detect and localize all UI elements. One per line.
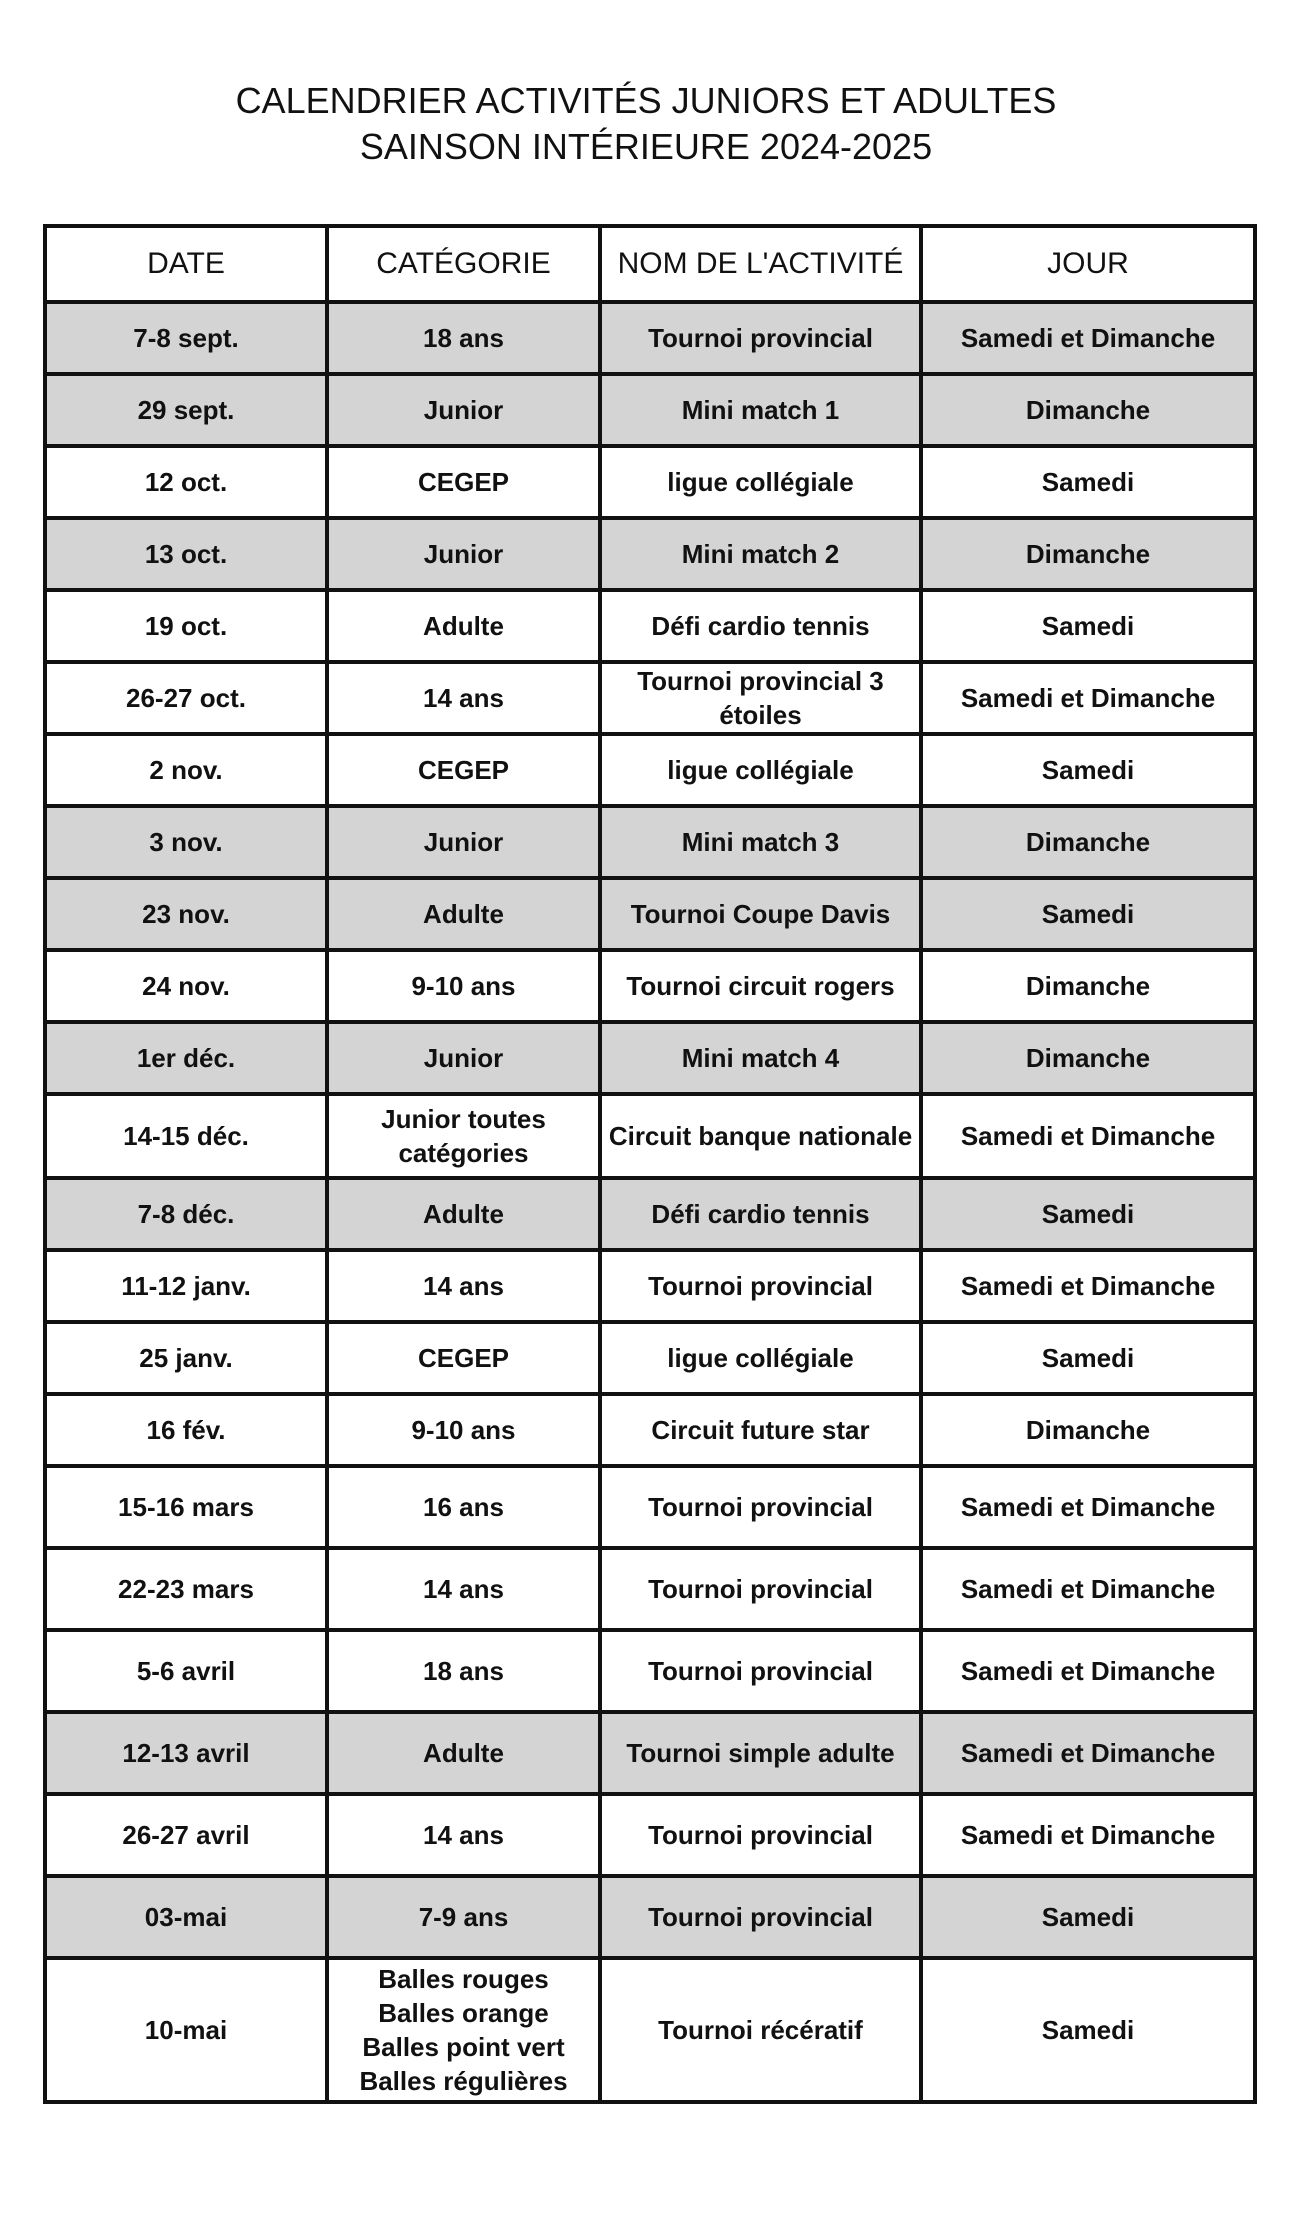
cell-day: Dimanche bbox=[921, 1394, 1255, 1466]
table-row bbox=[45, 1250, 1255, 1322]
cell-category: Junior bbox=[327, 806, 600, 878]
cell-category: Junior bbox=[327, 374, 600, 446]
cell-day: Dimanche bbox=[921, 806, 1255, 878]
cell-date: 7-8 déc. bbox=[45, 1178, 327, 1250]
cell-day: Samedi et Dimanche bbox=[921, 662, 1255, 734]
table-row bbox=[45, 1178, 1255, 1250]
cell-day: Samedi et Dimanche bbox=[921, 1712, 1255, 1794]
table-row bbox=[45, 446, 1255, 518]
category-line: Balles rouges bbox=[378, 1964, 549, 1994]
table-row bbox=[45, 1022, 1255, 1094]
cell-category bbox=[327, 1958, 600, 2102]
cell-day: Samedi bbox=[921, 590, 1255, 662]
cell-category: CEGEP bbox=[327, 734, 600, 806]
cell-date: 11-12 janv. bbox=[45, 1250, 327, 1322]
cell-date: 15-16 mars bbox=[45, 1466, 327, 1548]
cell-activity: Mini match 4 bbox=[600, 1022, 921, 1094]
cell-category: CEGEP bbox=[327, 1322, 600, 1394]
cell-day: Samedi et Dimanche bbox=[921, 1630, 1255, 1712]
cell-day: Samedi bbox=[921, 1322, 1255, 1394]
table-row bbox=[45, 1094, 1255, 1178]
table-row bbox=[45, 1876, 1255, 1958]
cell-activity: Défi cardio tennis bbox=[600, 590, 921, 662]
cell-activity: Mini match 1 bbox=[600, 374, 921, 446]
cell-day: Samedi bbox=[921, 446, 1255, 518]
cell-date: 22-23 mars bbox=[45, 1548, 327, 1630]
cell-date: 24 nov. bbox=[45, 950, 327, 1022]
cell-activity: Mini match 3 bbox=[600, 806, 921, 878]
cell-activity: Tournoi provincial bbox=[600, 302, 921, 374]
cell-activity: Tournoi provincial bbox=[600, 1876, 921, 1958]
category-line: Balles orange bbox=[378, 1998, 549, 2028]
cell-activity: Circuit future star bbox=[600, 1394, 921, 1466]
cell-category: 18 ans bbox=[327, 302, 600, 374]
cell-category: 14 ans bbox=[327, 1250, 600, 1322]
cell-date: 19 oct. bbox=[45, 590, 327, 662]
table-row bbox=[45, 1958, 1255, 2102]
cell-date: 23 nov. bbox=[45, 878, 327, 950]
cell-activity: Défi cardio tennis bbox=[600, 1178, 921, 1250]
table-row bbox=[45, 662, 1255, 734]
cell-activity: Tournoi circuit rogers bbox=[600, 950, 921, 1022]
cell-date: 1er déc. bbox=[45, 1022, 327, 1094]
cell-activity: Circuit banque nationale bbox=[600, 1094, 921, 1178]
table-row bbox=[45, 734, 1255, 806]
cell-activity: ligue collégiale bbox=[600, 734, 921, 806]
cell-date: 26-27 oct. bbox=[45, 662, 327, 734]
cell-day: Samedi bbox=[921, 878, 1255, 950]
cell-activity: Tournoi provincial bbox=[600, 1630, 921, 1712]
table-row bbox=[45, 590, 1255, 662]
cell-category: Junior bbox=[327, 1022, 600, 1094]
table-row bbox=[45, 1394, 1255, 1466]
cell-day: Samedi bbox=[921, 734, 1255, 806]
cell-day: Dimanche bbox=[921, 518, 1255, 590]
cell-activity: ligue collégiale bbox=[600, 1322, 921, 1394]
cell-date: 10-mai bbox=[45, 1958, 327, 2102]
cell-activity: Tournoi récératif bbox=[600, 1958, 921, 2102]
cell-day: Samedi et Dimanche bbox=[921, 1794, 1255, 1876]
cell-date: 7-8 sept. bbox=[45, 302, 327, 374]
cell-category: Adulte bbox=[327, 1712, 600, 1794]
cell-category: Adulte bbox=[327, 590, 600, 662]
cell-day: Dimanche bbox=[921, 1022, 1255, 1094]
cell-date: 03-mai bbox=[45, 1876, 327, 1958]
cell-date: 16 fév. bbox=[45, 1394, 327, 1466]
cell-activity: Tournoi provincial bbox=[600, 1794, 921, 1876]
cell-activity: Tournoi provincial 3 étoiles bbox=[600, 662, 921, 734]
table-body bbox=[45, 302, 1255, 2102]
cell-category: 9-10 ans bbox=[327, 1394, 600, 1466]
cell-day: Samedi bbox=[921, 1876, 1255, 1958]
table-row bbox=[45, 1712, 1255, 1794]
cell-date: 29 sept. bbox=[45, 374, 327, 446]
cell-date: 5-6 avril bbox=[45, 1630, 327, 1712]
cell-category: 18 ans bbox=[327, 1630, 600, 1712]
cell-category: Adulte bbox=[327, 878, 600, 950]
cell-activity: Tournoi provincial bbox=[600, 1548, 921, 1630]
cell-day: Samedi et Dimanche bbox=[921, 1466, 1255, 1548]
cell-activity: Tournoi simple adulte bbox=[600, 1712, 921, 1794]
document-title bbox=[0, 78, 1292, 170]
table-row bbox=[45, 1794, 1255, 1876]
cell-category: 16 ans bbox=[327, 1466, 600, 1548]
cell-activity: Tournoi provincial bbox=[600, 1250, 921, 1322]
cell-day: Dimanche bbox=[921, 374, 1255, 446]
table-row bbox=[45, 1548, 1255, 1630]
table-row bbox=[45, 950, 1255, 1022]
table-row bbox=[45, 878, 1255, 950]
table-row bbox=[45, 374, 1255, 446]
table-row bbox=[45, 1466, 1255, 1548]
cell-date: 14-15 déc. bbox=[45, 1094, 327, 1178]
table-row bbox=[45, 1630, 1255, 1712]
cell-date: 13 oct. bbox=[45, 518, 327, 590]
cell-category: 14 ans bbox=[327, 662, 600, 734]
cell-date: 3 nov. bbox=[45, 806, 327, 878]
cell-date: 2 nov. bbox=[45, 734, 327, 806]
cell-day: Samedi et Dimanche bbox=[921, 302, 1255, 374]
cell-date: 25 janv. bbox=[45, 1322, 327, 1394]
cell-activity: ligue collégiale bbox=[600, 446, 921, 518]
cell-category: 14 ans bbox=[327, 1548, 600, 1630]
table-row bbox=[45, 302, 1255, 374]
cell-category: CEGEP bbox=[327, 446, 600, 518]
cell-day: Samedi et Dimanche bbox=[921, 1548, 1255, 1630]
cell-category: 14 ans bbox=[327, 1794, 600, 1876]
cell-category: 7-9 ans bbox=[327, 1876, 600, 1958]
header-activity: NOM DE L'ACTIVITÉ bbox=[600, 226, 921, 302]
header-day: JOUR bbox=[921, 226, 1255, 302]
header-category: CATÉGORIE bbox=[327, 226, 600, 302]
cell-day: Samedi et Dimanche bbox=[921, 1250, 1255, 1322]
cell-day: Dimanche bbox=[921, 950, 1255, 1022]
table-row bbox=[45, 518, 1255, 590]
cell-activity: Tournoi provincial bbox=[600, 1466, 921, 1548]
title-line-2: SAINSON INTÉRIEURE 2024-2025 bbox=[359, 126, 933, 167]
category-line: Balles point vert bbox=[362, 2032, 565, 2062]
cell-date: 12 oct. bbox=[45, 446, 327, 518]
cell-category: Junior toutes catégories bbox=[327, 1094, 600, 1178]
category-line: Balles régulières bbox=[359, 2066, 568, 2096]
cell-day: Samedi bbox=[921, 1958, 1255, 2102]
cell-category: Adulte bbox=[327, 1178, 600, 1250]
table-header-row bbox=[45, 226, 1255, 302]
cell-day: Samedi et Dimanche bbox=[921, 1094, 1255, 1178]
cell-day: Samedi bbox=[921, 1178, 1255, 1250]
cell-category: Junior bbox=[327, 518, 600, 590]
table-row bbox=[45, 806, 1255, 878]
table-row bbox=[45, 1322, 1255, 1394]
cell-activity: Tournoi Coupe Davis bbox=[600, 878, 921, 950]
header-date: DATE bbox=[45, 226, 327, 302]
activity-schedule-table bbox=[43, 224, 1257, 2104]
cell-date: 26-27 avril bbox=[45, 1794, 327, 1876]
cell-category: 9-10 ans bbox=[327, 950, 600, 1022]
title-line-1: CALENDRIER ACTIVITÉS JUNIORS ET ADULTES bbox=[235, 80, 1057, 121]
cell-date: 12-13 avril bbox=[45, 1712, 327, 1794]
cell-activity: Mini match 2 bbox=[600, 518, 921, 590]
